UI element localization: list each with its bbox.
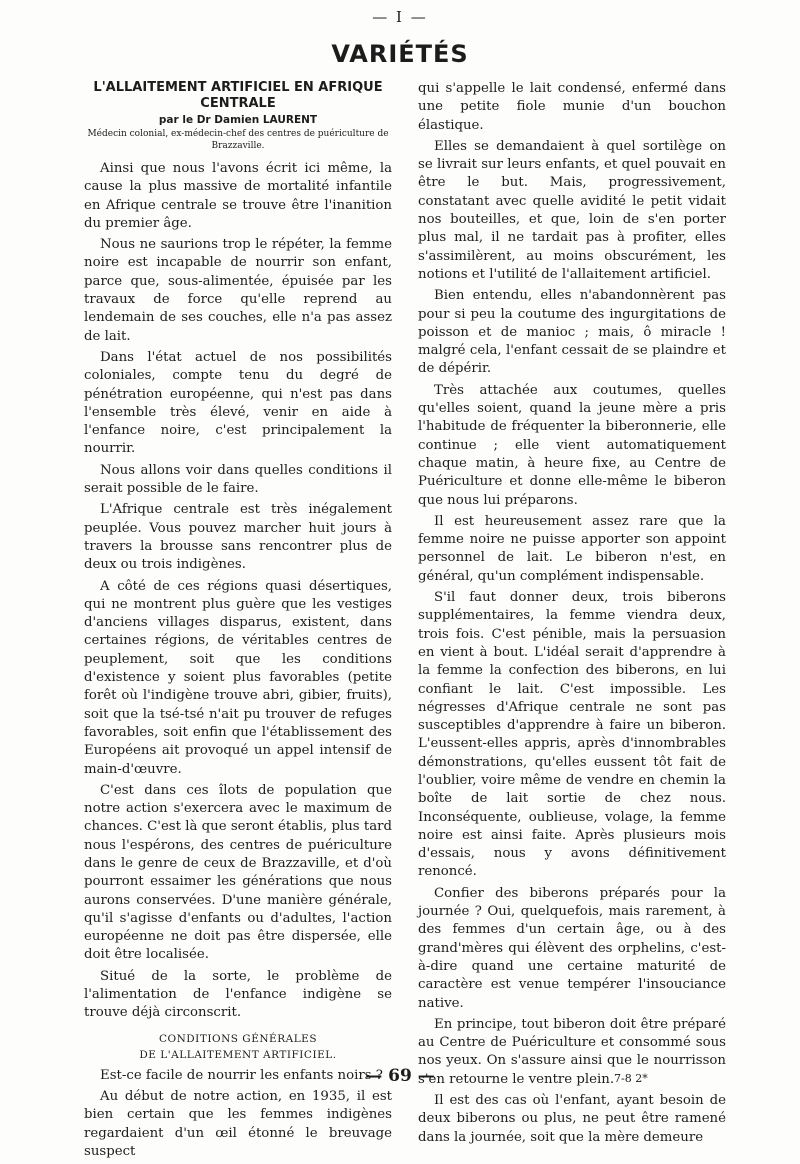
paragraph: S'il faut donner deux, trois biberons supplémentaires, la femme viendra deux, trois fois. C'est pénible, mais la persuasion en vient à bout. L'idéal serait d'apprendre à la femme la confection des biberons, en lui confiant le lait. C'est impossible. Les négresses d'Afrique centrale ne sont pas susceptibles d'apprendre à faire un biberon. L'eussent-elles appris, après d'innombrables démonstrations, qu'elles eussent tôt fait de l'oublier, voire même de vendre en chemin la boîte de lait sortie de chez nous. Inconséquente, oublieuse, volage, la femme noire est ainsi faite. Après plusieurs mois d'essais, nous y avons définitivement renoncé. [418,590,726,880]
paragraph: qui s'appelle le lait condensé, enfermé dans une petite fiole munie d'un bouchon élastique. [418,81,726,133]
article-byline: par le Dr Damien LAURENT [158,114,318,126]
section-title: VARIÉTÉS [331,40,469,68]
paragraph: Il est des cas où l'enfant, ayant besoin de deux biberons ou plus, ne peut être ramené dans la journée, soit que la mère demeure [418,1093,726,1145]
right-column [418,80,726,1150]
paragraph: Elles se demandaient à quel sortilège on se livrait sur leurs enfants, et quel pouvait en être le but. Mais, progressivement, constatant avec quelle avidité le petit vidait nos bouteilles, et que, loin de s'en porter plus mal, il ne tardait pas à profiter, elles s'assimilèrent, au moins obscurément, les notions et l'utilité de l'allaitement artificiel. [418,138,726,282]
left-column [84,80,392,1164]
paragraph: Il est heureusement assez rare que la femme noire ne puisse apporter son appoint personnel de lait. Le biberon n'est, en général, qu'un complément indispensable. [418,513,726,584]
subsection-heading [84,1031,392,1063]
page-number: — 69 — [365,1066,435,1086]
printer-signature: 7-8 2* [614,1072,648,1085]
roman-page-header: — I — [372,8,428,26]
subsection-heading-line: DE L'ALLAITEMENT ARTIFICIEL. [139,1048,337,1061]
paragraph: Confier des biberons préparés pour la journée ? Oui, quelquefois, mais rarement, à des femmes d'un certain âge, ou à des grand'mères qui élèvent des orphelins, c'est-à-dire quand une certaine maturité de caractère est venue tempérer l'insouciance native. [418,885,726,1011]
paragraph: Ainsi que nous l'avons écrit ici même, la cause la plus massive de mortalité infantile en Afrique centrale se trouve être l'inanition du premier âge. [84,161,392,231]
paragraph: Est-ce facile de nourrir les enfants noirs ? [100,1067,383,1083]
paragraph: Situé de la sorte, le problème de l'alimentation de l'enfance indigène se trouve déjà circonscrit. [84,968,392,1021]
paragraph: Bien entendu, elles n'abandonnèrent pas pour si peu la coutume des ingurgitations de poisson et de manioc ; mais, ô miracle ! malgré cela, l'enfant cessait de se plaindre et de dépérir. [418,288,726,377]
subsection-heading-line: CONDITIONS GÉNÉRALES [158,1032,318,1045]
paragraph: Très attachée aux coutumes, quelles qu'elles soient, quand la jeune mère a pris l'habitude de fréquenter la biberonnerie, elle continue ; elle vient automatiquement chaque matin, à heure fixe, au Centre de Puériculture et donne elle-même le biberon que nous lui préparons. [418,382,726,508]
article-title: L'ALLAITEMENT ARTIFICIEL EN AFRIQUE CENTRALE [93,80,383,111]
paragraph: Au début de notre action, en 1935, il est bien certain que les femmes indigènes regardaient d'un œil étonné le breuvage suspect [84,1088,392,1159]
paragraph: Nous allons voir dans quelles conditions il serait possible de le faire. [84,462,392,497]
paragraph: C'est dans ces îlots de population que notre action s'exercera avec le maximum de chances. C'est là que seront établis, plus tard nous l'espérons, des centres de puériculture dans le genre de ceux de Brazzaville, et d'où pourront essaimer les générations que nous aurons conservées. D'une manière générale, qu'il s'agisse d'enfants ou d'adultes, l'action européenne ne doit pas être dispersée, elle doit être localisée. [84,782,392,963]
paragraph: Nous ne saurions trop le répéter, la femme noire est incapable de nourrir son enfant, parce que, sous-alimentée, épuisée par les travaux de force qu'elle reprend au lendemain de ses couches, elle n'a pas assez de lait. [84,237,392,344]
paragraph: En principe, tout biberon doit être préparé au Centre de Puériculture et consommé sous nos yeux. On s'assure ainsi que le nourrisson s'en retourne le ventre plein. [418,1016,726,1087]
author-affiliation: Médecin colonial, ex-médecin-chef des centres de puériculture de Brazzaville. [87,129,389,151]
paragraph: L'Afrique centrale est très inégalement peuplée. Vous pouvez marcher huit jours à travers la brousse sans rencontrer plus de deux ou trois indigènes. [84,502,392,573]
paragraph: A côté de ces régions quasi désertiques, qui ne montrent plus guère que les vestiges d'anciens villages disparus, existent, dans certaines régions, de véritables centres de peuplement, soit que les conditions d'existence y soient plus favorables (petite forêt où l'indigène trouve abri, gibier, fruits), soit que la tsé-tsé n'ait pu trouver de refuges favorables, soit enfin que l'établissement des Européens ait provoqué un appel intensif de main-d'œuvre. [84,578,392,777]
paragraph: Dans l'état actuel de nos possibilités coloniales, compte tenu du degré de pénétration européenne, qui n'est pas dans l'ensemble très élevé, venir en aide à l'enfance noire, c'est principalement la nourrir. [84,349,392,457]
